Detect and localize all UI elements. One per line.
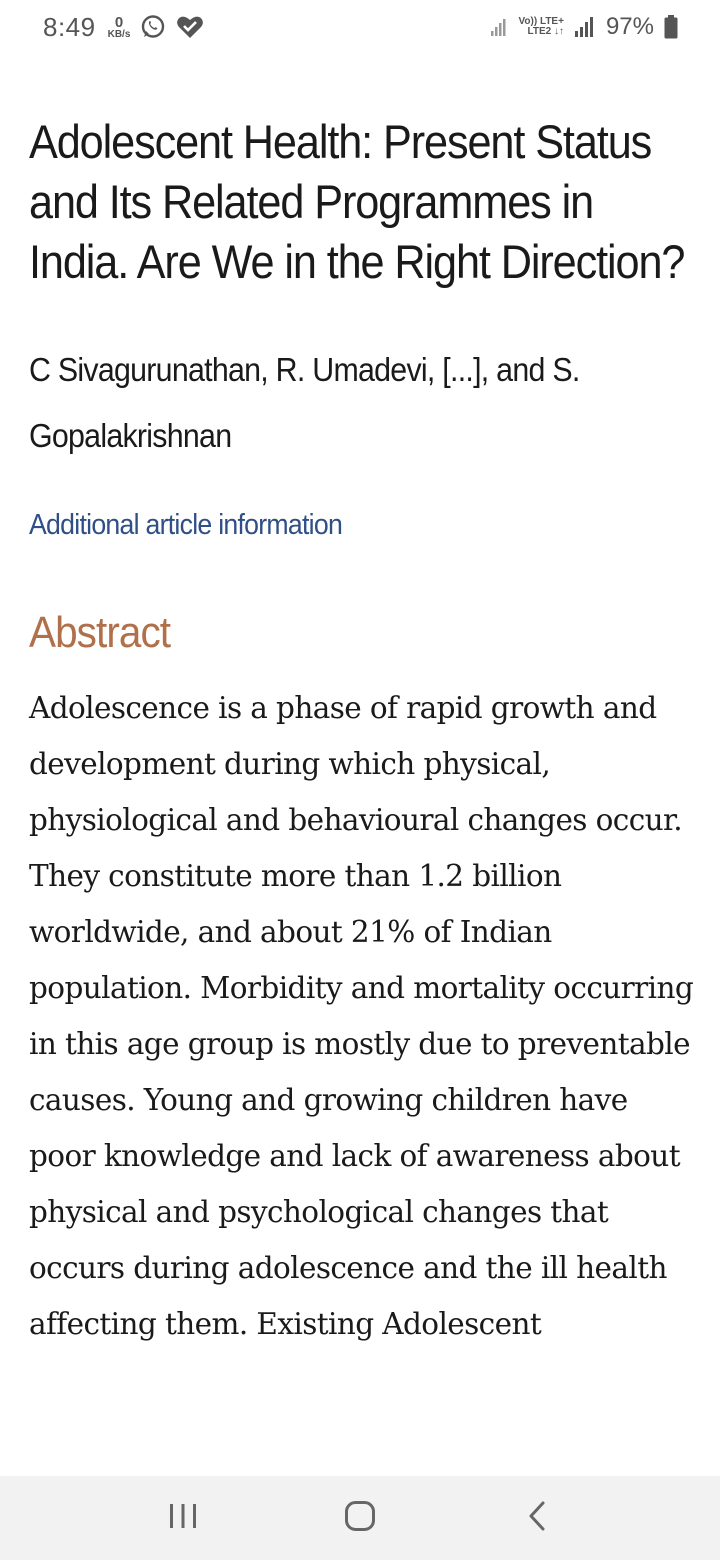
status-right: [490, 13, 678, 41]
signal-sim1-icon: [574, 16, 596, 38]
status-bar: [0, 0, 720, 54]
navigation-bar: [0, 1476, 720, 1560]
health-heart-icon: [176, 15, 204, 39]
home-icon: [344, 1500, 376, 1537]
home-button[interactable]: [315, 1483, 405, 1553]
abstract-heading: Abstract: [29, 608, 171, 657]
back-icon: [526, 1500, 548, 1537]
network-speed-value: 0: [114, 13, 124, 31]
status-left: [43, 12, 204, 43]
whatsapp-icon: [140, 14, 166, 40]
article-title: Adolescent Health: Present Status and Its Related Programmes in India. Are We in the Right Direction?: [29, 115, 685, 288]
carrier-line-1: Vo)) LTE+: [518, 16, 564, 27]
network-speed-unit: KB/s: [107, 28, 131, 40]
recent-apps-button[interactable]: [138, 1483, 228, 1553]
abstract-text: Adolescence is a phase of rapid growth and development during which physical, physiological and behavioural changes occur. They constitute more than 1.2 billion worldwide, and about 21% of Indian population. Morbidity and mortality occurring in this age group is mostly due to preventable causes. Young and growing children have poor knowledge and lack of awareness about physical and psychological changes that occurs during adolescence and the ill health affecting them. Existing Adolescent: [29, 691, 694, 1341]
additional-article-info-link[interactable]: Additional article information: [29, 509, 343, 541]
network-speed: [108, 15, 131, 40]
status-time: 8:49: [43, 11, 96, 42]
carrier-indicator: [518, 17, 563, 37]
back-button[interactable]: [492, 1483, 582, 1553]
article-content[interactable]: [0, 54, 720, 1476]
signal-sim2-icon: [490, 17, 508, 37]
battery-percent: 97%: [605, 13, 654, 40]
battery-icon: [664, 15, 678, 39]
article-authors: C Sivagurunathan, R. Umadevi, [...], and S. Gopalakrishnan: [29, 351, 580, 454]
recent-apps-icon: [168, 1502, 198, 1535]
carrier-line-2: LTE2 ↓↑: [527, 26, 564, 37]
